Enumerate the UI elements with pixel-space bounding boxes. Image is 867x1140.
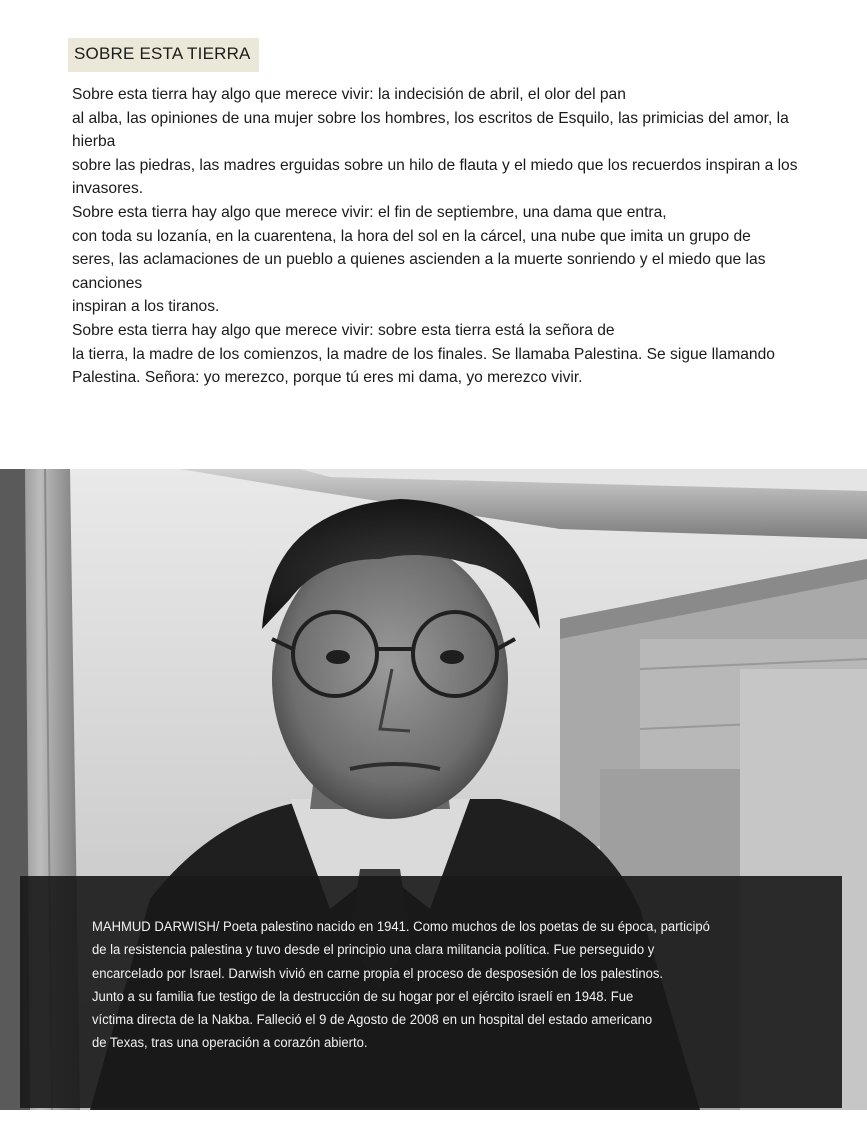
poem-text bbox=[72, 83, 802, 390]
poem-line: al alba, las opiniones de una mujer sobre los hombres, los escritos de Esquilo, las primicias del amor, la hierba bbox=[72, 109, 789, 151]
poem-line: inspiran a los tiranos. bbox=[72, 298, 220, 316]
caption-line: Junto a su familia fue testigo de la destrucción de su hogar por el ejército israelí en 1948. Fue bbox=[92, 988, 634, 1005]
caption-line: de la resistencia palestina y tuvo desde el principio una clara militancia política. Fue perseguido y bbox=[92, 942, 655, 959]
poem-line: seres, las aclamaciones de un pueblo a quienes ascienden a la muerte sonriendo y el miedo que las canciones bbox=[72, 251, 766, 292]
caption-line: encarcelado por Israel. Darwish vivió en carne propia el proceso de desposesión de los palestinos. bbox=[92, 965, 664, 982]
poem-line: sobre las piedras, las madres erguidas sobre un hilo de flauta y el miedo que los recuerdos inspiran a los invasores. bbox=[72, 156, 798, 198]
poem-line: Sobre esta tierra hay algo que merece vivir: el fin de septiembre, una dama que entra, bbox=[72, 203, 667, 221]
caption-line: de Texas, tras una operación a corazón abierto. bbox=[92, 1035, 368, 1052]
title-box bbox=[68, 38, 259, 72]
author-name: MAHMUD DARWISH/ bbox=[92, 919, 220, 935]
poem-line: con toda su lozanía, en la cuarentena, la hora del sol en la cárcel, una nube que imita un grupo de bbox=[72, 227, 751, 245]
caption-text bbox=[92, 916, 810, 1056]
page-title: SOBRE ESTA TIERRA bbox=[74, 44, 251, 63]
poem-line: Sobre esta tierra hay algo que merece vivir: sobre esta tierra está la señora de bbox=[72, 321, 615, 339]
caption-line: víctima directa de la Nakba. Falleció el 9 de Agosto de 2008 en un hospital del estado americano bbox=[92, 1012, 653, 1029]
caption-panel bbox=[20, 876, 842, 1108]
poem-line: Sobre esta tierra hay algo que merece vivir: la indecisión de abril, el olor del pan bbox=[72, 86, 626, 103]
poem-line: la tierra, la madre de los comienzos, la madre de los finales. Se llamaba Palestina. Se sigue llamando bbox=[72, 345, 775, 363]
poem-line: Palestina. Señora: yo merezco, porque tú eres mi dama, yo merezco vivir. bbox=[72, 369, 583, 387]
caption-line-text: Poeta palestino nacido en 1941. Como muchos de los poetas de su época, participó bbox=[223, 919, 710, 935]
caption-line bbox=[92, 916, 810, 939]
